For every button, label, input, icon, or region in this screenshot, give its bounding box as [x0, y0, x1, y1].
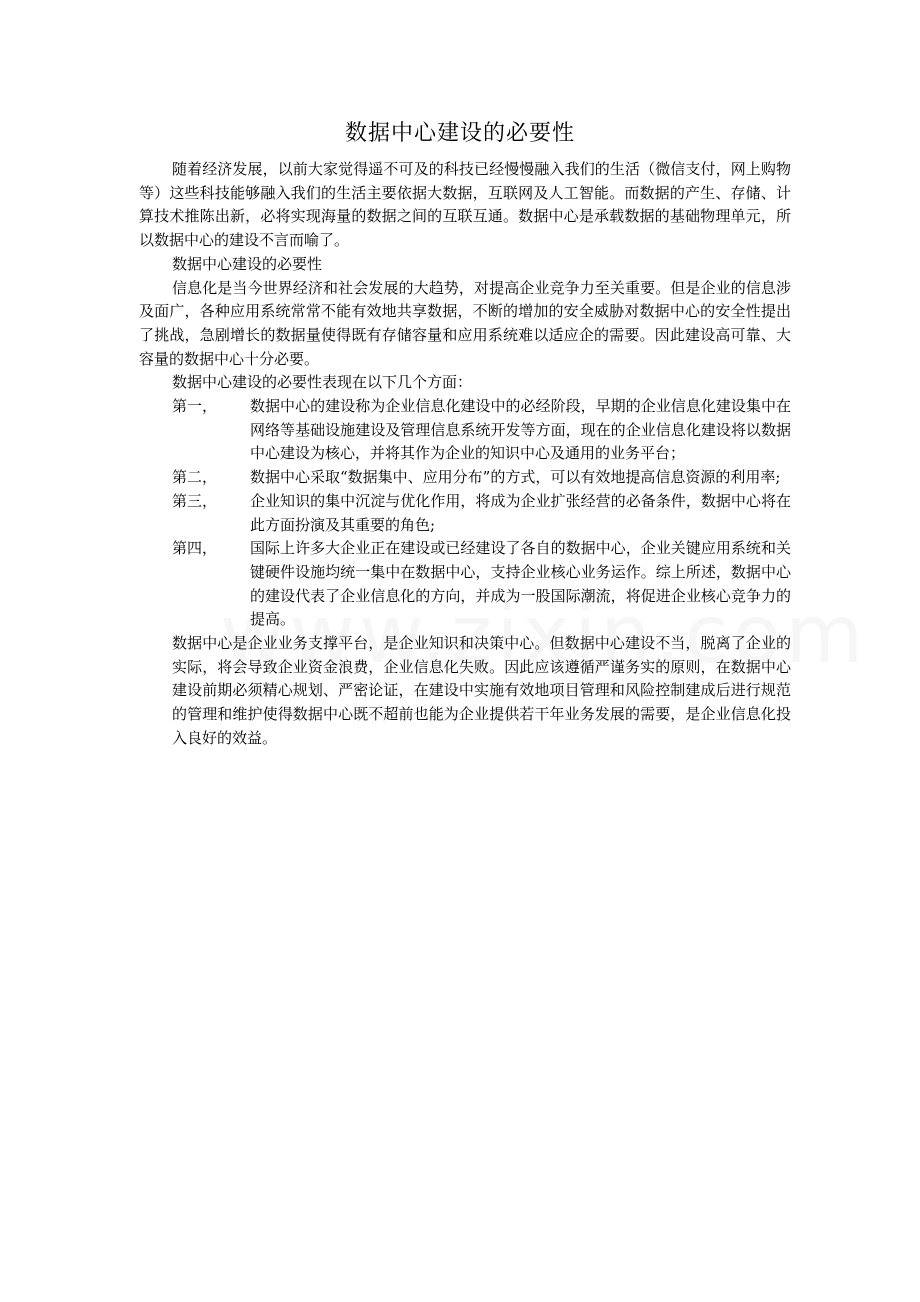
- list-item: [139, 395, 791, 466]
- list-item: [139, 466, 791, 490]
- intro-paragraph: 随着经济发展，以前大家觉得遥不可及的科技已经慢慢融入我们的生活（微信支付，网上购物等）这些科技能够融入我们的生活主要依据大数据，互联网及人工智能。而数据的产生、存储、计算技术推陈出新，必将实现海量的数据之间的互联互通。数据中心是承载数据的基础物理单元，所以数据中心的建设不言而喻了。: [139, 160, 791, 250]
- list-item-text: 数据中心采取“数据集中、应用分布”的方式，可以有效地提高信息资源的利用率;: [250, 468, 781, 487]
- list-item-text: 数据中心的建设称为企业信息化建设中的必经阶段，早期的企业信息化建设集中在网络等基础设施建设及管理信息系统开发等方面，现在的企业信息化建设将以数据中心建设为核心，并将其作为企业的知识中心及通用的业务平台；: [250, 397, 791, 463]
- list-item-text: 国际上许多大企业正在建设或已经建设了各自的数据中心，企业关键应用系统和关键硬件设施均统一集中在数据中心，支持企业核心业务运作。综上所述，数据中心的建设代表了企业信息化的方向，并成为一股国际潮流，将促进企业核心竞争力的提高。: [250, 539, 791, 629]
- closing-paragraph: 数据中心是企业业务支撑平台，是企业知识和决策中心。但数据中心建设不当，脱离了企业的实际，将会导致企业资金浪费，企业信息化失败。因此应该遵循严谨务实的原则，在数据中心建设前期必须精心规划、严密论证，在建设中实施有效地项目管理和风险控制建成后进行规范的管理和维护使得数据中心既不超前也能为企业提供若干年业务发展的需要，是企业信息化投入良好的效益。: [172, 634, 791, 747]
- list-intro: 数据中心建设的必要性表现在以下几个方面：: [172, 373, 473, 392]
- list-item-number: 第二，: [172, 468, 218, 487]
- document-body: [139, 158, 791, 751]
- list-item-number: 第一，: [172, 397, 218, 416]
- paragraph-2: 信息化是当今世界经济和社会发展的大趋势，对提高企业竞争力至关重要。但是企业的信息涉及面广，各种应用系统常常不能有效地共享数据，不断的增加的安全威胁对数据中心的安全性提出了挑战，急剧增长的数据量使得既有存储容量和应用系统难以适应企的需要。因此建设高可靠、大容量的数据中心十分必要。: [139, 278, 791, 368]
- list-item-text: 企业知识的集中沉淀与优化作用，将成为企业扩张经营的必备条件，数据中心将在此方面扮演及其重要的角色;: [250, 491, 791, 534]
- subheading: 数据中心建设的必要性: [172, 254, 323, 273]
- list-item: [139, 490, 791, 537]
- list-item-number: 第三，: [172, 491, 218, 510]
- list-item: [139, 537, 791, 632]
- document-title: 数据中心建设的必要性: [344, 121, 575, 146]
- list-item-number: 第四，: [172, 539, 218, 558]
